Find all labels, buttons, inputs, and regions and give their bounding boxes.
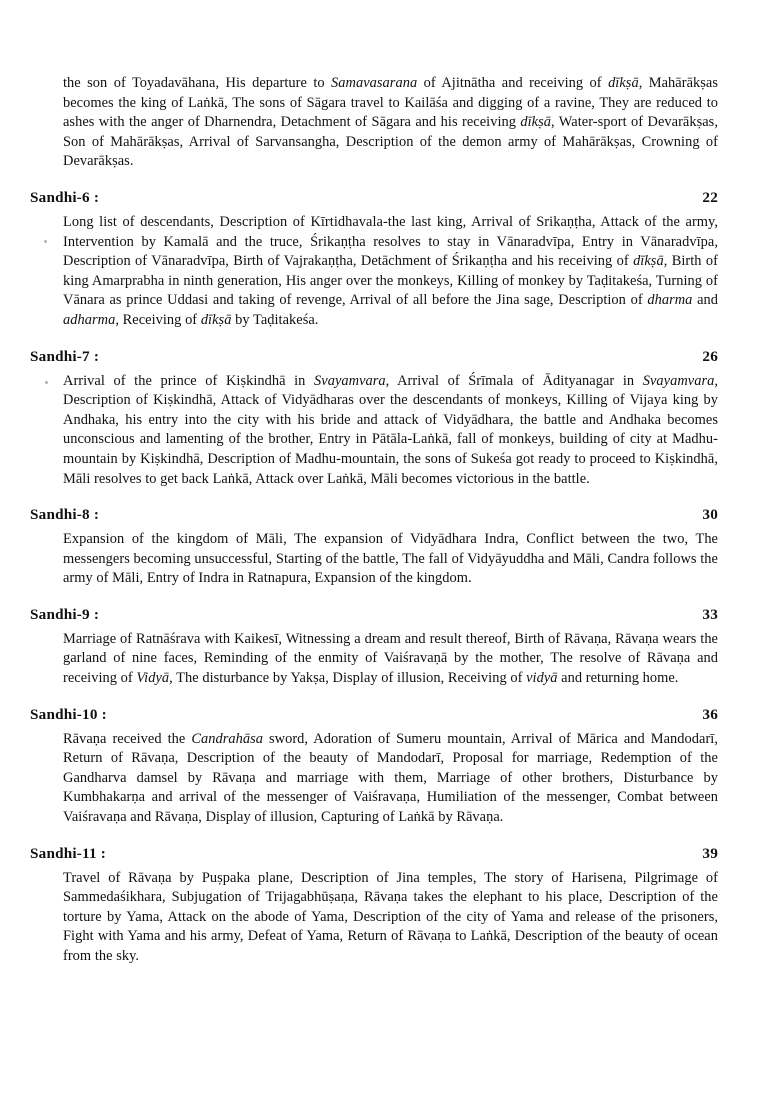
entry-description: Marriage of Ratnāśrava with Kaikesī, Witnessing a dream and result thereof, Birth of Rāvaṇa, Rāvaṇa wears the garland of nine faces, Reminding of the enmity of Vaiśravaṇā by the mother, The resolve of Rāvaṇa and receiving of Vidyā, The disturbance by Yakṣa, Display of illusion, Receiving of vidyā and returning home. [63, 630, 718, 687]
entry-page-number: 36 [702, 705, 718, 723]
entry-title: Sandhi-10 : [30, 705, 107, 723]
toc-entry-sandhi-7 [0, 348, 780, 490]
entry-title: Sandhi-11 : [30, 844, 107, 862]
entry-title: Sandhi-7 : [30, 347, 100, 365]
entry-page-number: 22 [702, 188, 718, 206]
entry-header [30, 845, 718, 866]
entry-page-number: 26 [702, 347, 718, 365]
toc-entry-sandhi-11 [0, 845, 780, 967]
entry-header [30, 506, 718, 527]
entry-title: Sandhi-6 : [30, 188, 100, 206]
entry-description: Rāvaṇa received the Candrahāsa sword, Adoration of Sumeru mountain, Arrival of Mārica and Mandodarī, Return of Rāvaṇa, Description of the beauty of Mandodarī, Proposal for marriage, Redemption of the Gandharva damsel by Rāvaṇa and marriage with them, Marriage of other brothers, Disturbance by Kumbhakarṇa and arrival of the messenger of Vaiśravaṇa, Humiliation of the messenger, Combat between Vaiśravaṇa and Rāvaṇa, Display of illusion, Capturing of Laṅkā by Rāvaṇa. [63, 730, 718, 826]
entry-page-number: 30 [702, 506, 718, 524]
entry-description: Expansion of the kingdom of Māli, The expansion of Vidyādhara Indra, Conflict between the two, The messengers becoming unsuccessful, Starting of the battle, The fall of Vidyāyuddha and Māli, Candra follows the army of Māli, Entry of Indra in Ratnapura, Expansion of the kingdom. [63, 531, 718, 587]
toc-entry-sandhi-9 [0, 606, 780, 689]
entry-page-number: 39 [702, 844, 718, 862]
entry-header [30, 189, 718, 210]
entry-page-number: 33 [702, 605, 718, 623]
entry-description: Long list of descendants, Description of Kīrtidhavala-the last king, Arrival of Srikaṇṭha, Attack of the army, Intervention by Kamalā and the truce, Śrikaṇṭha resolves to stay in Vānaradvīpa, Entry in Vānaradvīpa, Description of Vānaradvīpa, Birth of Vajrakaṇṭha, Detāchment of Śrikaṇṭha and his receiving of dīkṣā, Birth of king Amarprabha in ninth generation, His anger over the monkeys, Killing of monkey by Taḍitakeśa, Turning of Vānara as prince Uddasi and taking of revenge, Arrival of all before the Jina sage, Description of dharma and adharma, Receiving of dīkṣā by Taḍitakeśa. [63, 213, 718, 328]
entry-title: Sandhi-9 : [30, 605, 100, 623]
entry-description: Arrival of the prince of Kiṣkindhā in Svayamvara, Arrival of Śrīmala of Ādityanagar in Svayamvara, Description of Kiṣkindhā, Attack of Vidyādharas over the descendants of monkeys, Killing of Vijaya king by Andhaka, his entry into the city with his bride and attack of Vidyādhara, the battle and Andhaka becomes unconscious and lamenting of the brother, Entry in Pātāla-Laṅkā, fall of monkeys, building of city at Madhu-mountain by Kiṣkindhā, Description of Madhu-mountain, the sons of Sukeśa got ready to proceed to Kiṣkindhā, Māli resolves to get back Laṅkā, Attack over Laṅkā, Māli becomes victorious in the battle. [63, 372, 718, 487]
entry-title: Sandhi-8 : [30, 506, 100, 524]
entry-header [30, 606, 718, 627]
entry-header [30, 706, 718, 727]
lead-paragraph: the son of Toyadavāhana, His departure to Samavasarana of Ajitnātha and receiving of dīkṣā, Mahārākṣas becomes the king of Laṅkā, The sons of Sāgara travel to Kailāśa and digging of a ravine, They are reduced to ashes with the anger of Dharnendra, Detachment of Sāgara and his receiving dīkṣā, Water-sport of Devarākṣas, Son of Mahārākṣas, Arrival of Sarvansangha, Description of the demon army of Mahārākṣas, Crowning of Devarākṣas. [63, 75, 719, 170]
toc-entry-sandhi-10 [0, 706, 780, 828]
toc-entry-sandhi-8 [0, 506, 780, 589]
toc-entry-sandhi-6 [0, 189, 780, 331]
entry-header [30, 348, 718, 369]
entry-description: Travel of Rāvaṇa by Puṣpaka plane, Description of Jina temples, The story of Harisena, Pilgrimage of Sammedaśikhara, Subjugation of Trijagabhūṣaṇa, Rāvaṇa takes the elephant to his place, Description of the torture by Yama, Attack on the abode of Yama, Description of the city of Yama and release of the prisoners, Fight with Yama and his army, Defeat of Yama, Return of Rāvaṇa to Laṅkā, Description of the beauty of ocean from the sky. [63, 869, 718, 964]
